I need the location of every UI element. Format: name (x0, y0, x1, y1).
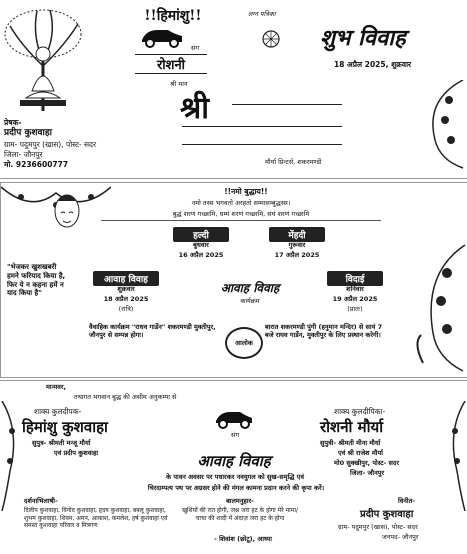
bride-addr1: मो0 सुक्खीपुर, पोस्ट- सदर (334, 459, 399, 467)
buddha-tree-illustration (2, 6, 84, 116)
center-aavah-logo: आवाह विवाह (220, 281, 280, 295)
blessing-line-2: चिरदाम्पत्य पथ पर अग्रसर होने की मंगल कामना प्रदान करने की कृपा करें। (147, 484, 325, 492)
haldi-banner: हल्दी (173, 227, 229, 242)
center-aavah-sub: कार्यक्रम (240, 297, 260, 305)
baal-names: - शिवांश (छोटू), आध्या (214, 535, 272, 543)
vinit-addr2: जनपद- जौनपुर (382, 533, 419, 541)
darshan-text: दिलीप कुशवाहा, विनोद कुशवाहा, हृदय कुशवाहा, बबलू कुशवाहा, शुभम कुशवाहा, शिवम, अमन, आकाश, कमलेश, हर्ष कुशवाहा एवं समस्त कुशवाहा परिवार व मित्रगण (24, 507, 168, 529)
invitation-panel (0, 380, 467, 554)
mehndi-date: 17 अप्रैल 2025 (274, 251, 320, 259)
buddha-face-icon (49, 191, 85, 239)
bottom-sang: संग (230, 431, 240, 439)
vidai-day: शनिवार (346, 285, 364, 293)
bride-mother: सुपुत्री- श्रीमती मीना मौर्या (320, 439, 381, 447)
sender-addr1: ग्राम- पदुमपुर (खास), पोस्ट- सदर (4, 140, 97, 149)
cover-bride-name: रोशनी (135, 54, 207, 74)
groom-mother: सुपुत्र- श्रीमती मन्जू मौर्या (32, 439, 91, 447)
address-line-3 (182, 144, 342, 145)
groom-full-name: हिमांशु कुशवाहा (22, 418, 108, 436)
address-line-2 (182, 126, 342, 127)
mantra-line-1: नमो तस्स भगवतो अरहतो सम्मासम्बुद्धस्स। (191, 199, 291, 207)
address-line-1 (232, 104, 342, 105)
peacock-right-icon (393, 243, 467, 373)
vinit-heading: विनीत- (398, 497, 415, 505)
shri-label: श्री (180, 91, 210, 126)
cover-title: शुभ विवाह (320, 25, 406, 51)
haldi-date: 16 अप्रैल 2025 (178, 251, 224, 259)
cover-panel (0, 0, 467, 179)
darshan-heading: दर्शनाभिलाषी- (24, 497, 58, 505)
wedding-car-icon (212, 409, 256, 429)
peacock-right-bottom-icon (445, 401, 467, 511)
baraat-text: बारात शकरमण्डी पुंगी (हनुमान मन्दिर) से सायं 7 बजे राघव गार्डेन, मुक्तीपुर के लिए प्रस्थान करेगी। (265, 323, 383, 340)
vidai-note: (प्रातः) (347, 305, 363, 313)
haldi-day: बुधवार (193, 241, 209, 249)
vinit-addr1: ग्राम- पदुमपुर (खास), पोस्ट- सदर (338, 523, 418, 531)
groom-father: एवं प्रदीप कुशवाहा (54, 449, 99, 457)
intro-text: तथागत भगवान बुद्ध की असीम अनुकम्पा से (74, 393, 177, 401)
peacock-left-bottom-icon (0, 401, 22, 511)
bride-father: एवं श्री राजेश मौर्या (338, 449, 383, 457)
vintage-car-icon (138, 26, 186, 48)
printer-name: मौर्या प्रिन्टर्स, शकरमण्डी (265, 158, 322, 166)
vidai-banner: विदाई (327, 271, 383, 286)
sender-name: प्रदीप कुशवाहा (4, 128, 52, 138)
bride-addr2: जिला- जौनपुर (350, 469, 385, 477)
sender-addr2: जिला- जौनपुर (4, 150, 43, 159)
bride-kul: शाक्य कुलदीपिका- (334, 407, 386, 416)
peacock-corner-icon (405, 80, 465, 170)
sender-mobile: मो. 9236600777 (4, 160, 69, 169)
side-quote: "भेजकर खुशखबरी हमने फरियाद किया है, फिर ये न कहना हमें न याद किया है" (7, 263, 66, 298)
bottom-center-title: आवाह विवाह (197, 452, 271, 470)
shri-prefix: श्री मान (170, 80, 188, 88)
venue-text: वैवाहिक कार्यक्रम "राधव गार्डेन" शकरमण्डी मुक्तीपुर, जौनपुर से सम्पन्न होगा। (89, 323, 216, 340)
cover-sang: संग (190, 44, 200, 52)
aavah-banner: आवाह विवाह (93, 271, 159, 286)
bride-full-name: रोशनी मौर्या (320, 418, 384, 436)
aavah-day: शुक्रवार (117, 285, 135, 293)
mantra-line-2: बुद्धं शरणं गच्छामि, धम्मं शरणं गच्छामि, संघं शरणं गच्छामि (101, 210, 381, 221)
vinit-name: प्रदीप कुशवाहा (360, 509, 414, 520)
program-panel (0, 182, 467, 378)
namo-buddhay: !!नमो बुद्धाय!! (224, 187, 268, 196)
cover-groom-name: !!हिमांशु!! (144, 8, 202, 24)
aavah-date: 18 अप्रैल 2025 (103, 295, 149, 303)
mehndi-day: गुरूवार (288, 241, 306, 249)
cover-logo-text: लग्न पत्रिका (248, 10, 276, 18)
aavah-note: (रात्रि) (118, 305, 134, 313)
blessing-line-1: के पावन अवसर पर पधारकर नवयुगल को सुख-समृद्धि एवं (166, 473, 304, 481)
baal-text: खुशियों की रात होगी, जश्न जरा हट के होगा मेरे मामा/चाचा की शादी में अंदाज़ जरा हट के होगा (182, 507, 298, 522)
groom-kul: शाक्य कुलदीपक- (34, 407, 82, 416)
ashoka-chakra-icon (262, 30, 280, 48)
opening-text: मान्यवर, (46, 383, 66, 391)
sender-heading: प्रेषक- (4, 118, 22, 127)
cover-date: 18 अप्रैल 2025, शुक्रवार (334, 60, 412, 69)
mehndi-banner: मेंहदी (269, 227, 325, 242)
vidai-date: 19 अप्रैल 2025 (332, 295, 378, 303)
baal-heading: बालमनुहार- (226, 497, 254, 505)
alok-badge: आलोक (225, 327, 263, 359)
